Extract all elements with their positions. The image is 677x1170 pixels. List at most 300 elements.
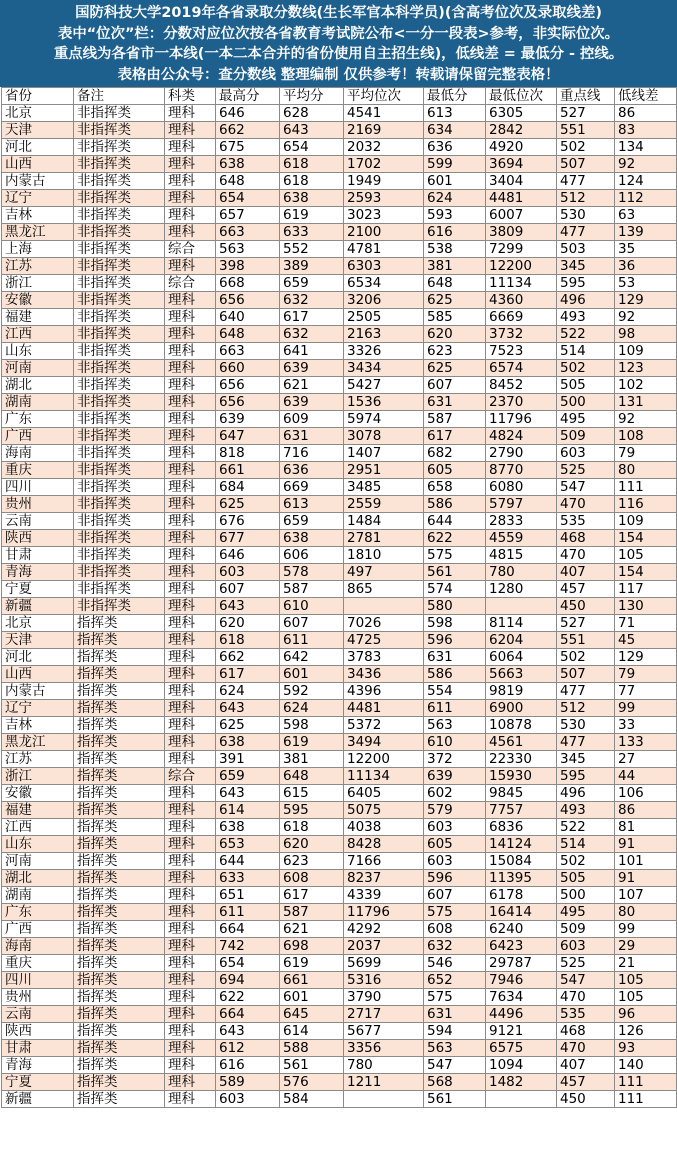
table-cell: 指挥类 <box>74 819 165 836</box>
table-cell: 27 <box>615 751 677 768</box>
table-cell: 理科 <box>165 972 216 989</box>
table-cell: 非指挥类 <box>74 581 165 598</box>
table-row <box>2 802 677 819</box>
table-cell: 理科 <box>165 904 216 921</box>
table-cell: 理科 <box>165 445 216 462</box>
table-cell: 675 <box>216 139 280 156</box>
table-cell: 643 <box>280 122 344 139</box>
table-cell: 天津 <box>2 632 74 649</box>
table-cell: 5699 <box>344 955 424 972</box>
table-cell: 非指挥类 <box>74 496 165 513</box>
table-cell: 理科 <box>165 377 216 394</box>
table-cell: 上海 <box>2 241 74 258</box>
table-cell: 理科 <box>165 649 216 666</box>
table-cell: 596 <box>424 870 486 887</box>
table-cell: 660 <box>216 360 280 377</box>
table-row <box>2 615 677 632</box>
table-cell: 江苏 <box>2 258 74 275</box>
table-cell: 648 <box>216 326 280 343</box>
table-cell: 617 <box>280 309 344 326</box>
table-cell: 561 <box>424 1091 486 1108</box>
table-cell: 580 <box>424 598 486 615</box>
table-cell: 612 <box>216 1040 280 1057</box>
table-cell: 非指挥类 <box>74 547 165 564</box>
table-cell: 3078 <box>344 428 424 445</box>
table-cell: 381 <box>424 258 486 275</box>
table-cell: 江西 <box>2 819 74 836</box>
table-cell: 86 <box>615 105 677 122</box>
table-cell: 106 <box>615 785 677 802</box>
table-cell: 664 <box>216 921 280 938</box>
table-cell: 620 <box>424 326 486 343</box>
table-cell: 552 <box>280 241 344 258</box>
table-cell: 指挥类 <box>74 802 165 819</box>
table-cell: 重庆 <box>2 955 74 972</box>
table-cell: 7523 <box>486 343 557 360</box>
table-cell: 理科 <box>165 479 216 496</box>
table-cell: 493 <box>557 802 615 819</box>
table-cell: 684 <box>216 479 280 496</box>
table-row <box>2 275 677 292</box>
table-cell: 563 <box>216 241 280 258</box>
table-cell: 非指挥类 <box>74 530 165 547</box>
table-cell: 理科 <box>165 666 216 683</box>
table-cell: 611 <box>424 700 486 717</box>
table-cell: 130 <box>615 598 677 615</box>
table-cell: 广西 <box>2 921 74 938</box>
table-cell: 80 <box>615 904 677 921</box>
table-cell: 指挥类 <box>74 1091 165 1108</box>
table-cell: 780 <box>486 564 557 581</box>
table-cell: 1949 <box>344 173 424 190</box>
table-cell: 理科 <box>165 105 216 122</box>
column-header: 科类 <box>165 88 216 105</box>
table-cell: 指挥类 <box>74 1057 165 1074</box>
table-cell: 福建 <box>2 802 74 819</box>
table-cell: 理科 <box>165 581 216 598</box>
table-cell: 111 <box>615 1074 677 1091</box>
table-cell: 677 <box>216 530 280 547</box>
table-row <box>2 751 677 768</box>
table-cell: 海南 <box>2 938 74 955</box>
table-cell: 643 <box>216 1023 280 1040</box>
table-cell: 468 <box>557 530 615 547</box>
table-row <box>2 479 677 496</box>
table-cell: 614 <box>216 802 280 819</box>
table-cell: 682 <box>424 445 486 462</box>
table-cell: 理科 <box>165 1074 216 1091</box>
table-cell: 654 <box>216 190 280 207</box>
table-row <box>2 513 677 530</box>
table-cell: 理科 <box>165 955 216 972</box>
table-row <box>2 904 677 921</box>
table-cell: 83 <box>615 122 677 139</box>
table-cell: 645 <box>280 1006 344 1023</box>
table-cell: 海南 <box>2 445 74 462</box>
table-cell: 非指挥类 <box>74 139 165 156</box>
table-cell: 宁夏 <box>2 1074 74 1091</box>
table-cell: 636 <box>280 462 344 479</box>
table-cell: 525 <box>557 462 615 479</box>
table-cell: 648 <box>280 768 344 785</box>
table-cell: 607 <box>424 377 486 394</box>
table-cell: 638 <box>216 734 280 751</box>
table-cell: 468 <box>557 1023 615 1040</box>
table-cell: 633 <box>216 870 280 887</box>
table-cell: 621 <box>280 377 344 394</box>
table-cell: 662 <box>216 649 280 666</box>
table-cell: 596 <box>424 632 486 649</box>
table-cell: 贵州 <box>2 989 74 1006</box>
table-row <box>2 241 677 258</box>
table-cell: 湖南 <box>2 394 74 411</box>
table-cell: 638 <box>216 156 280 173</box>
table-cell: 77 <box>615 683 677 700</box>
table-cell: 理科 <box>165 343 216 360</box>
table-cell: 7166 <box>344 853 424 870</box>
table-cell <box>486 1091 557 1108</box>
table-cell: 理科 <box>165 734 216 751</box>
table-cell: 154 <box>615 530 677 547</box>
table-cell: 4781 <box>344 241 424 258</box>
table-row <box>2 836 677 853</box>
table-cell: 理科 <box>165 1040 216 1057</box>
table-cell: 非指挥类 <box>74 394 165 411</box>
table-cell: 12200 <box>344 751 424 768</box>
table-cell: 非指挥类 <box>74 326 165 343</box>
table-cell: 非指挥类 <box>74 224 165 241</box>
table-row <box>2 921 677 938</box>
table-cell: 指挥类 <box>74 938 165 955</box>
table-cell: 407 <box>557 1057 615 1074</box>
table-cell: 514 <box>557 836 615 853</box>
table-cell: 652 <box>424 972 486 989</box>
table-cell: 109 <box>615 343 677 360</box>
table-cell: 619 <box>280 734 344 751</box>
table-cell: 610 <box>424 734 486 751</box>
table-cell: 3434 <box>344 360 424 377</box>
table-cell: 理科 <box>165 819 216 836</box>
table-cell: 指挥类 <box>74 683 165 700</box>
table-cell: 500 <box>557 394 615 411</box>
table-cell: 4360 <box>486 292 557 309</box>
table-cell: 3732 <box>486 326 557 343</box>
table-cell: 4559 <box>486 530 557 547</box>
table-cell: 639 <box>216 411 280 428</box>
table-cell: 理科 <box>165 156 216 173</box>
table-cell: 河北 <box>2 649 74 666</box>
table-cell: 93 <box>615 1040 677 1057</box>
table-row <box>2 377 677 394</box>
table-cell: 611 <box>216 904 280 921</box>
table-cell: 694 <box>216 972 280 989</box>
column-header: 平均位次 <box>344 88 424 105</box>
table-cell: 理科 <box>165 615 216 632</box>
table-cell: 108 <box>615 428 677 445</box>
table-cell: 1094 <box>486 1057 557 1074</box>
table-cell: 山西 <box>2 156 74 173</box>
table-cell: 616 <box>424 224 486 241</box>
table-cell: 607 <box>216 581 280 598</box>
table-cell: 470 <box>557 496 615 513</box>
table-cell: 587 <box>280 581 344 598</box>
table-cell: 2169 <box>344 122 424 139</box>
table-cell: 617 <box>216 666 280 683</box>
table-title-banner <box>0 0 677 87</box>
table-cell: 639 <box>424 768 486 785</box>
table-cell: 450 <box>557 1091 615 1108</box>
table-cell: 381 <box>280 751 344 768</box>
table-cell: 668 <box>216 275 280 292</box>
table-cell: 641 <box>280 343 344 360</box>
table-cell: 吉林 <box>2 717 74 734</box>
table-row <box>2 411 677 428</box>
table-cell: 4496 <box>486 1006 557 1023</box>
title-line-4: 表格由公众号：查分数线 整理编制 仅供参考！转载请保留完整表格！ <box>117 66 560 83</box>
table-cell: 11134 <box>486 275 557 292</box>
table-cell: 非指挥类 <box>74 173 165 190</box>
table-cell: 15084 <box>486 853 557 870</box>
table-cell <box>344 1091 424 1108</box>
table-cell: 1407 <box>344 445 424 462</box>
table-cell: 广东 <box>2 411 74 428</box>
table-cell: 618 <box>216 632 280 649</box>
table-cell: 6534 <box>344 275 424 292</box>
table-cell: 综合 <box>165 241 216 258</box>
table-cell: 河南 <box>2 853 74 870</box>
table-cell: 湖北 <box>2 870 74 887</box>
table-cell: 非指挥类 <box>74 445 165 462</box>
table-cell: 非指挥类 <box>74 598 165 615</box>
table-row <box>2 394 677 411</box>
table-cell: 45 <box>615 632 677 649</box>
table-cell: 非指挥类 <box>74 360 165 377</box>
table-cell: 理科 <box>165 598 216 615</box>
title-line-1: 国防科技大学2019年各省录取分数线(生长军官本科学员)(含高考位次及录取线差) <box>75 5 602 21</box>
table-cell: 四川 <box>2 972 74 989</box>
table-cell: 3809 <box>486 224 557 241</box>
table-cell: 477 <box>557 683 615 700</box>
table-row <box>2 258 677 275</box>
table-row <box>2 955 677 972</box>
table-cell: 江西 <box>2 326 74 343</box>
table-cell: 理科 <box>165 853 216 870</box>
table-cell: 622 <box>424 530 486 547</box>
table-cell: 105 <box>615 547 677 564</box>
table-cell: 643 <box>216 785 280 802</box>
table-cell: 理科 <box>165 1006 216 1023</box>
table-cell: 585 <box>424 309 486 326</box>
table-cell: 638 <box>280 190 344 207</box>
table-cell: 指挥类 <box>74 615 165 632</box>
column-header: 最低位次 <box>486 88 557 105</box>
table-cell: 36 <box>615 258 677 275</box>
table-cell: 7299 <box>486 241 557 258</box>
table-cell: 598 <box>280 717 344 734</box>
table-cell: 547 <box>557 479 615 496</box>
table-cell: 5663 <box>486 666 557 683</box>
table-row <box>2 462 677 479</box>
table-cell: 133 <box>615 734 677 751</box>
table-row <box>2 819 677 836</box>
table-cell: 青海 <box>2 564 74 581</box>
table-cell: 非指挥类 <box>74 428 165 445</box>
table-cell: 603 <box>557 938 615 955</box>
table-header-row <box>2 88 677 105</box>
table-row <box>2 428 677 445</box>
table-cell: 8452 <box>486 377 557 394</box>
table-cell: 指挥类 <box>74 666 165 683</box>
table-cell: 507 <box>557 666 615 683</box>
table-cell: 1536 <box>344 394 424 411</box>
table-cell: 湖南 <box>2 887 74 904</box>
table-cell: 644 <box>424 513 486 530</box>
table-cell: 575 <box>424 547 486 564</box>
table-cell: 587 <box>424 411 486 428</box>
table-cell: 625 <box>424 292 486 309</box>
table-cell: 493 <box>557 309 615 326</box>
table-cell: 608 <box>424 921 486 938</box>
table-cell: 4339 <box>344 887 424 904</box>
table-cell: 107 <box>615 887 677 904</box>
table-cell: 91 <box>615 836 677 853</box>
table-cell: 指挥类 <box>74 649 165 666</box>
table-cell: 理科 <box>165 717 216 734</box>
table-cell: 522 <box>557 819 615 836</box>
table-cell: 湖北 <box>2 377 74 394</box>
table-cell: 4292 <box>344 921 424 938</box>
table-cell: 1702 <box>344 156 424 173</box>
table-cell: 622 <box>216 989 280 1006</box>
table-cell: 617 <box>280 887 344 904</box>
table-row <box>2 207 677 224</box>
table-cell: 117 <box>615 581 677 598</box>
table-cell <box>344 598 424 615</box>
table-cell: 青海 <box>2 1057 74 1074</box>
column-header: 省份 <box>2 88 74 105</box>
table-cell: 7757 <box>486 802 557 819</box>
table-cell: 92 <box>615 156 677 173</box>
table-cell: 广西 <box>2 428 74 445</box>
table-cell: 605 <box>424 836 486 853</box>
table-cell: 21 <box>615 955 677 972</box>
table-cell: 指挥类 <box>74 887 165 904</box>
table-cell: 理科 <box>165 802 216 819</box>
table-row <box>2 173 677 190</box>
table-cell: 9819 <box>486 683 557 700</box>
table-cell: 4725 <box>344 632 424 649</box>
table-cell: 656 <box>216 292 280 309</box>
table-cell: 理科 <box>165 921 216 938</box>
table-cell: 天津 <box>2 122 74 139</box>
table-cell: 非指挥类 <box>74 309 165 326</box>
table-cell: 6080 <box>486 479 557 496</box>
table-cell: 63 <box>615 207 677 224</box>
table-cell: 525 <box>557 955 615 972</box>
table-cell: 623 <box>424 343 486 360</box>
table-row <box>2 156 677 173</box>
table-cell: 3404 <box>486 173 557 190</box>
table-cell: 624 <box>216 683 280 700</box>
table-cell: 91 <box>615 870 677 887</box>
table-cell: 辽宁 <box>2 190 74 207</box>
table-cell: 391 <box>216 751 280 768</box>
table-cell: 470 <box>557 547 615 564</box>
table-row <box>2 632 677 649</box>
table-cell: 654 <box>216 955 280 972</box>
table-cell: 648 <box>424 275 486 292</box>
table-cell: 563 <box>424 717 486 734</box>
table-cell: 指挥类 <box>74 1006 165 1023</box>
table-cell: 3023 <box>344 207 424 224</box>
table-cell: 6575 <box>486 1040 557 1057</box>
table-cell: 663 <box>216 224 280 241</box>
table-cell: 理科 <box>165 224 216 241</box>
table-cell: 123 <box>615 360 677 377</box>
table-cell: 4920 <box>486 139 557 156</box>
admission-score-table <box>1 87 677 1108</box>
table-cell: 129 <box>615 649 677 666</box>
table-cell: 指挥类 <box>74 1040 165 1057</box>
table-cell: 理科 <box>165 564 216 581</box>
table-cell: 3356 <box>344 1040 424 1057</box>
table-cell: 4038 <box>344 819 424 836</box>
table-cell: 7026 <box>344 615 424 632</box>
table-cell: 6064 <box>486 649 557 666</box>
table-cell: 浙江 <box>2 768 74 785</box>
table-cell: 656 <box>216 394 280 411</box>
table-cell: 530 <box>557 207 615 224</box>
table-cell: 15930 <box>486 768 557 785</box>
table-cell: 780 <box>344 1057 424 1074</box>
table-cell: 495 <box>557 411 615 428</box>
table-cell: 625 <box>424 360 486 377</box>
table-cell: 595 <box>557 768 615 785</box>
table-cell: 470 <box>557 989 615 1006</box>
table-cell <box>486 598 557 615</box>
table-cell: 10878 <box>486 717 557 734</box>
table-cell: 535 <box>557 1006 615 1023</box>
table-cell: 477 <box>557 734 615 751</box>
table-cell: 659 <box>280 275 344 292</box>
table-cell: 619 <box>280 955 344 972</box>
table-cell: 指挥类 <box>74 870 165 887</box>
table-cell: 非指挥类 <box>74 564 165 581</box>
table-cell: 603 <box>424 853 486 870</box>
table-cell: 非指挥类 <box>74 190 165 207</box>
table-cell: 9121 <box>486 1023 557 1040</box>
table-cell: 646 <box>216 105 280 122</box>
table-row <box>2 530 677 547</box>
table-cell: 497 <box>344 564 424 581</box>
title-line-3: 重点线为各省市一本线(一本二本合并的省份使用自主招生线)，低线差 = 最低分 - 控线。 <box>53 46 624 62</box>
table-cell: 3694 <box>486 156 557 173</box>
table-row <box>2 309 677 326</box>
table-cell: 河南 <box>2 360 74 377</box>
table-cell: 495 <box>557 904 615 921</box>
table-cell: 3436 <box>344 666 424 683</box>
table-cell: 512 <box>557 190 615 207</box>
table-row <box>2 190 677 207</box>
table-cell: 33 <box>615 717 677 734</box>
table-cell: 134 <box>615 139 677 156</box>
table-cell: 551 <box>557 122 615 139</box>
table-cell: 综合 <box>165 768 216 785</box>
table-cell: 496 <box>557 785 615 802</box>
table-cell: 指挥类 <box>74 717 165 734</box>
table-cell: 606 <box>280 547 344 564</box>
table-cell: 625 <box>216 496 280 513</box>
